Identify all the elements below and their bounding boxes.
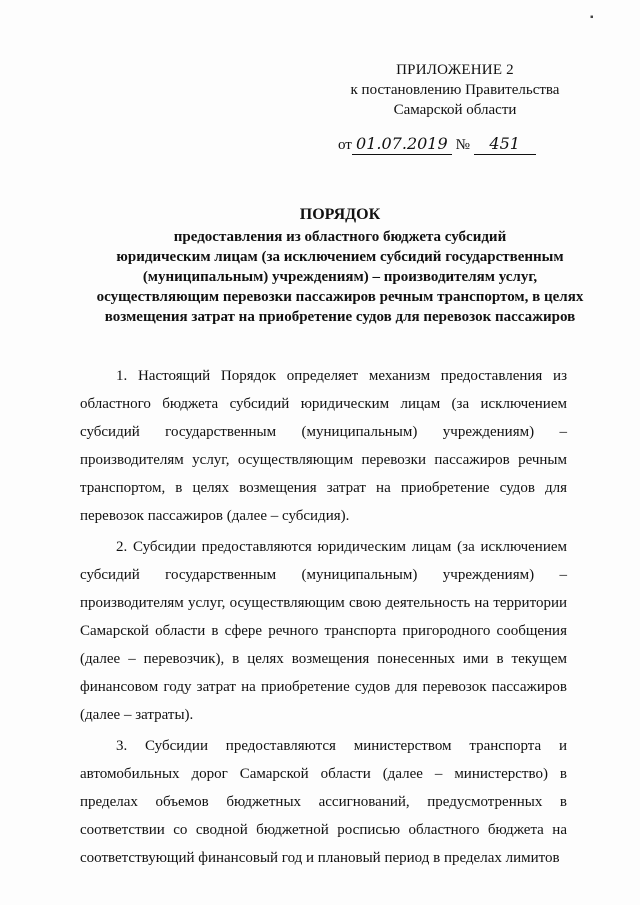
decree-number: 451: [489, 134, 520, 153]
appendix-line-2: Самарской области: [393, 102, 517, 118]
decree-date: 01.07.2019: [356, 134, 448, 153]
document-body: [80, 362, 567, 875]
subtitle-line: осуществляющим перевозки пассажиров речным транспортом, в целях: [96, 289, 584, 305]
paragraph-1: 1. Настоящий Порядок определяет механизм предоставления из областного бюджета субсидий юридическим лицам (за исключением субсидий государственным (муниципальным) учреждениям) – производителям услуг, осуществляющим перевозки пассажиров речным транспортом, в целях возмещения затрат на приобретение судов для перевозок пассажиров (далее – субсидия).: [80, 368, 567, 524]
appendix-header: [340, 60, 570, 120]
paragraph-2: 2. Субсидии предоставляются юридическим лицам (за исключением субсидий государственным (муниципальным) учреждениям) – производителям услуг, осуществляющим свою деятельность на территории Самарской области в сфере речного транспорта пригородного сообщения (далее – перевозчик), в целях возмещения понесенных ими в текущем финансовом году затрат на приобретение судов для перевозок пассажиров (далее – затраты).: [80, 539, 567, 723]
decree-reference: [338, 134, 536, 155]
appendix-title: ПРИЛОЖЕНИЕ 2: [396, 62, 514, 78]
appendix-line-1: к постановлению Правительства: [350, 82, 560, 98]
scan-speck: ▪: [590, 12, 594, 23]
document-heading: ПОРЯДОК: [299, 206, 381, 223]
subtitle-line: возмещения затрат на приобретение судов для перевозок пассажиров: [104, 309, 576, 325]
document-title: [60, 205, 620, 327]
subtitle-line: (муниципальным) учреждениям) – производителям услуг,: [142, 269, 538, 285]
decree-prefix: от: [338, 137, 352, 153]
subtitle-line: предоставления из областного бюджета субсидий: [173, 229, 507, 245]
subtitle-line: юридическим лицам (за исключением субсидий государственным: [116, 249, 564, 265]
paragraph-3: 3. Субсидии предоставляются министерством транспорта и автомобильных дорог Самарской области (далее – министерство) в пределах объемов бюджетных ассигнований, предусмотренных в соответствии со сводной бюджетной росписью областного бюджета на соответствующий финансовый год и плановый период в пределах лимитов: [80, 738, 567, 866]
decree-number-label: №: [455, 137, 470, 153]
